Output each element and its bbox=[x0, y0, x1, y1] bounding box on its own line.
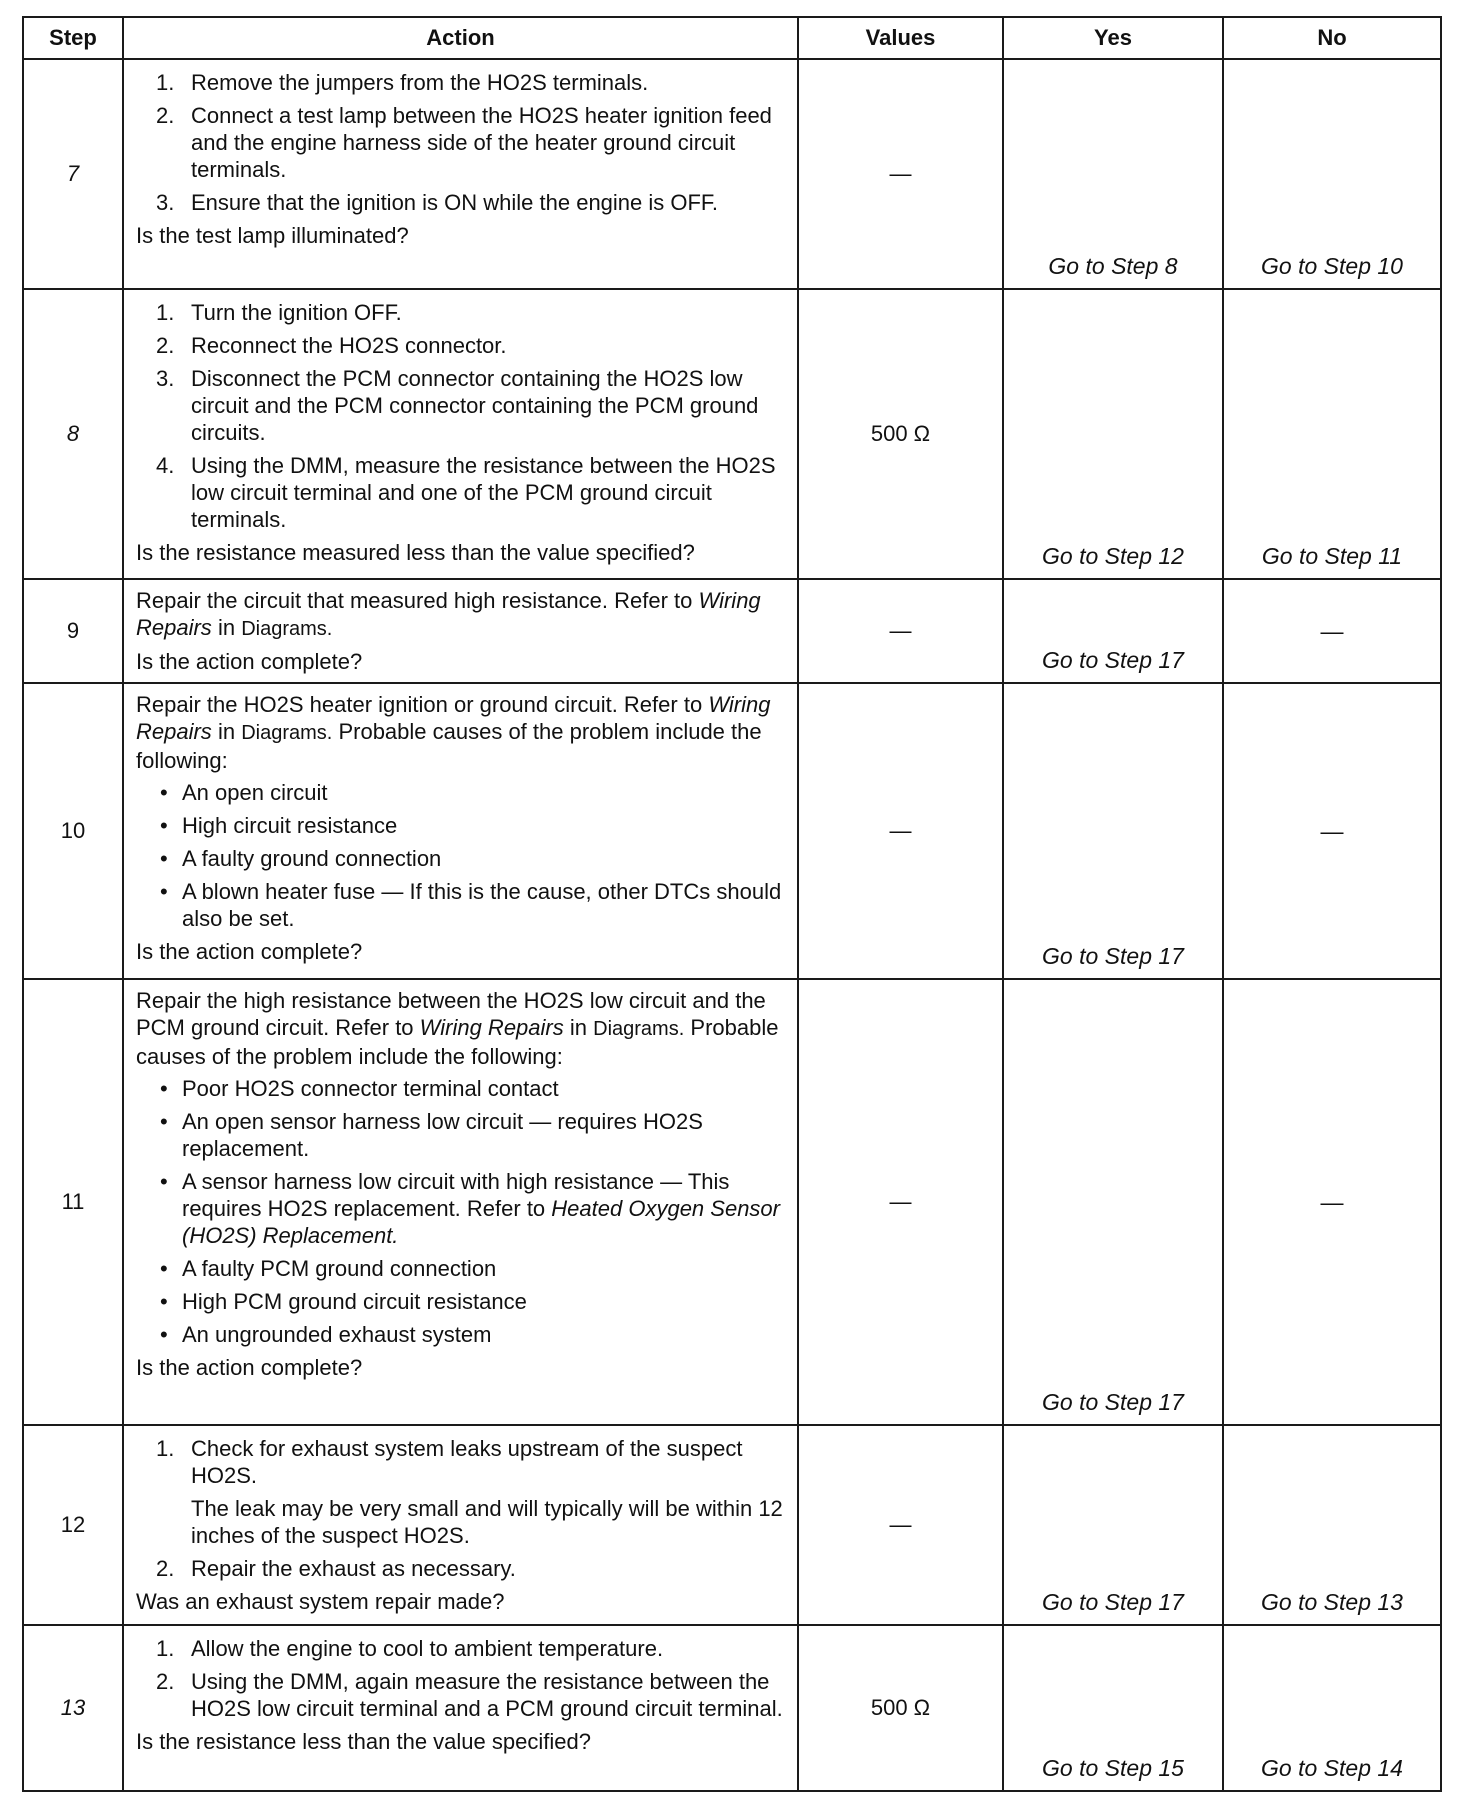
question-text: Is the action complete? bbox=[136, 1355, 363, 1380]
action-steps bbox=[136, 69, 787, 216]
list-item: • Poor HO2S connector terminal contact bbox=[160, 1076, 559, 1101]
step-number: 7 bbox=[23, 59, 123, 289]
no-cell: — bbox=[1223, 579, 1441, 683]
action-step: 2. Reconnect the HO2S connector. bbox=[156, 333, 507, 358]
no-cell: Go to Step 13 bbox=[1223, 1425, 1441, 1625]
header-values: Values bbox=[798, 17, 1003, 59]
yes-cell: Go to Step 12 bbox=[1003, 289, 1223, 579]
reference-link: Heated Oxygen Sensor (HO2S) Replacement. bbox=[182, 1196, 780, 1248]
value-cell: — bbox=[798, 579, 1003, 683]
action-steps bbox=[136, 1435, 787, 1582]
cause-list bbox=[136, 1075, 787, 1348]
action-text: Repair the high resistance between the HO2S low circuit and the PCM ground circuit. Refer to Wiring Repairs in Diagrams. Probable causes of the problem include the following: bbox=[136, 988, 779, 1069]
action-text: Repair the circuit that measured high resistance. Refer to Wiring Repairs in Diagrams. bbox=[136, 588, 761, 640]
no-cell: Go to Step 14 bbox=[1223, 1625, 1441, 1791]
action-note: The leak may be very small and will typically will be within 12 inches of the suspect HO2S. bbox=[191, 1496, 783, 1548]
value-cell: — bbox=[798, 979, 1003, 1425]
action-step: 1. Check for exhaust system leaks upstream of the suspect HO2S. The leak may be very small and will typically will be within 12 inches of the suspect HO2S. bbox=[136, 1435, 787, 1549]
step-number: 10 bbox=[23, 683, 123, 979]
action-cell bbox=[123, 1425, 798, 1625]
list-item: • High PCM ground circuit resistance bbox=[160, 1289, 527, 1314]
action-step: 1. Remove the jumpers from the HO2S terminals. bbox=[156, 70, 649, 95]
yes-cell: Go to Step 17 bbox=[1003, 1425, 1223, 1625]
list-item: • A sensor harness low circuit with high resistance — This requires HO2S replacement. Refer to Heated Oxygen Sensor (HO2S) Replacement. bbox=[160, 1169, 780, 1248]
action-step: 3. Ensure that the ignition is ON while the engine is OFF. bbox=[156, 190, 719, 215]
table-row bbox=[23, 579, 1441, 683]
header-yes: Yes bbox=[1003, 17, 1223, 59]
reference-link: Wiring Repairs bbox=[136, 692, 771, 744]
table-row bbox=[23, 59, 1441, 289]
header-action: Action bbox=[123, 17, 798, 59]
question-text: Was an exhaust system repair made? bbox=[136, 1589, 505, 1614]
action-steps bbox=[136, 1635, 787, 1722]
question-text: Is the resistance less than the value specified? bbox=[136, 1729, 591, 1754]
table-row bbox=[23, 979, 1441, 1425]
step-number: 9 bbox=[23, 579, 123, 683]
question-text: Is the action complete? bbox=[136, 649, 363, 674]
action-step: 3. Disconnect the PCM connector containing the HO2S low circuit and the PCM connector containing the PCM ground circuits. bbox=[156, 366, 759, 445]
cause-list bbox=[136, 779, 787, 932]
reference-link: Wiring Repairs bbox=[419, 1015, 564, 1040]
action-cell bbox=[123, 1625, 798, 1791]
step-number: 12 bbox=[23, 1425, 123, 1625]
action-cell bbox=[123, 289, 798, 579]
action-cell bbox=[123, 979, 798, 1425]
step-number: 8 bbox=[23, 289, 123, 579]
header-row bbox=[23, 17, 1441, 59]
list-item: • An open sensor harness low circuit — requires HO2S replacement. bbox=[160, 1109, 703, 1161]
no-cell: Go to Step 11 bbox=[1223, 289, 1441, 579]
question-text: Is the action complete? bbox=[136, 939, 363, 964]
step-number: 11 bbox=[23, 979, 123, 1425]
value-cell: 500 Ω bbox=[798, 289, 1003, 579]
no-cell: — bbox=[1223, 683, 1441, 979]
yes-cell: Go to Step 17 bbox=[1003, 579, 1223, 683]
action-steps bbox=[136, 299, 787, 533]
action-cell bbox=[123, 59, 798, 289]
action-step: 2. Repair the exhaust as necessary. bbox=[156, 1556, 516, 1581]
list-item: • A faulty ground connection bbox=[160, 846, 442, 871]
yes-cell: Go to Step 15 bbox=[1003, 1625, 1223, 1791]
action-text: Repair the HO2S heater ignition or ground circuit. Refer to Wiring Repairs in Diagrams. Probable causes of the problem include the following: bbox=[136, 692, 771, 773]
value-cell: — bbox=[798, 59, 1003, 289]
step-number: 13 bbox=[23, 1625, 123, 1791]
action-step: 1. Allow the engine to cool to ambient temperature. bbox=[156, 1636, 664, 1661]
action-step: 1. Turn the ignition OFF. bbox=[156, 300, 402, 325]
diagnostic-table bbox=[22, 16, 1442, 1792]
header-no: No bbox=[1223, 17, 1441, 59]
action-step: 2. Connect a test lamp between the HO2S heater ignition feed and the engine harness side of the heater ground circuit terminals. bbox=[156, 103, 772, 182]
no-cell: Go to Step 10 bbox=[1223, 59, 1441, 289]
table-row bbox=[23, 683, 1441, 979]
list-item: • An ungrounded exhaust system bbox=[160, 1322, 492, 1347]
yes-cell: Go to Step 8 bbox=[1003, 59, 1223, 289]
question-text: Is the test lamp illuminated? bbox=[136, 223, 409, 248]
reference-link: Wiring Repairs bbox=[136, 588, 761, 640]
value-cell: — bbox=[798, 683, 1003, 979]
value-cell: — bbox=[798, 1425, 1003, 1625]
action-cell bbox=[123, 683, 798, 979]
value-cell: 500 Ω bbox=[798, 1625, 1003, 1791]
yes-cell: Go to Step 17 bbox=[1003, 683, 1223, 979]
table-row bbox=[23, 1425, 1441, 1625]
no-cell: — bbox=[1223, 979, 1441, 1425]
list-item: • A faulty PCM ground connection bbox=[160, 1256, 497, 1281]
list-item: • A blown heater fuse — If this is the cause, other DTCs should also be set. bbox=[160, 879, 782, 931]
action-cell bbox=[123, 579, 798, 683]
list-item: • High circuit resistance bbox=[160, 813, 398, 838]
header-step: Step bbox=[23, 17, 123, 59]
action-step: 4. Using the DMM, measure the resistance between the HO2S low circuit terminal and one of the PCM ground circuit terminals. bbox=[156, 453, 776, 532]
action-step: 2. Using the DMM, again measure the resistance between the HO2S low circuit terminal and a PCM ground circuit terminal. bbox=[156, 1669, 783, 1721]
yes-cell: Go to Step 17 bbox=[1003, 979, 1223, 1425]
list-item: • An open circuit bbox=[160, 780, 328, 805]
table-row bbox=[23, 1625, 1441, 1791]
table-row bbox=[23, 289, 1441, 579]
question-text: Is the resistance measured less than the value specified? bbox=[136, 540, 695, 565]
